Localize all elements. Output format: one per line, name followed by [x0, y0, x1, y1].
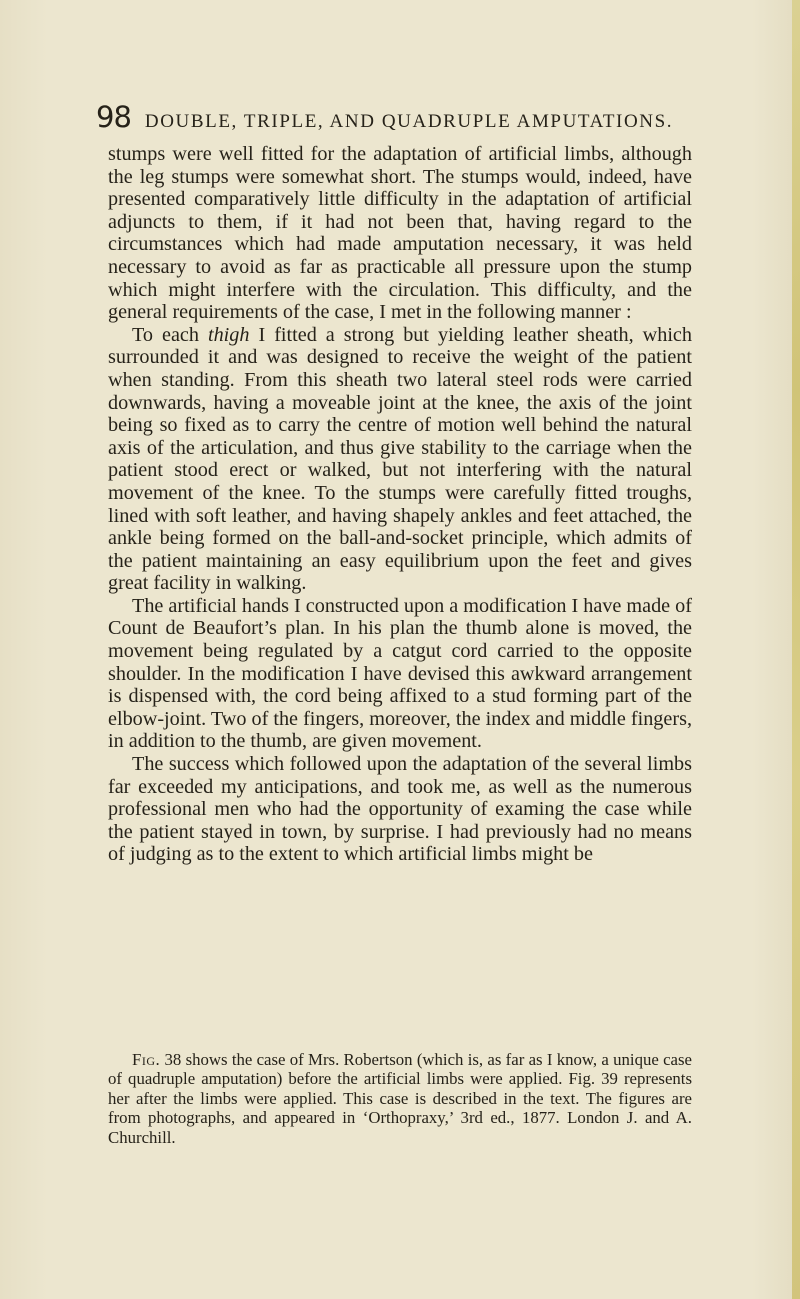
page-number: 98	[96, 100, 131, 134]
paragraph-1: stumps were well fitted for the adaptation of artificial limbs, although the leg stumps were somewhat short. The stumps would, indeed, have presented comparatively little difficulty in the adaptation of artificial adjuncts to them, if it had not been that, having regard to the circumstances which had made amputation necessary, it was held necessary to avoid as far as practicable all pressure upon the stump which might interfere with the circulation. This difficulty, and the general requirements of the case, I met in the following manner :	[108, 143, 692, 324]
paragraph-2	[108, 324, 692, 595]
paragraph-4: The success which followed upon the adaptation of the several limbs far exceeded my anticipations, and took me, as well as the numerous professional men who had the opportunity of examing the case while the patient stayed in town, by surprise. I had previously had no means of judging as to the extent to which artificial limbs might be	[108, 753, 692, 866]
paragraph-2-start: To each	[132, 323, 208, 346]
figure-caption-text: 38 shows the case of Mrs. Robertson (which is, as far as I know, a unique case of quadruple amputation) before the artificial limbs were applied. Fig. 39 represents her after the limbs were applied. This case is described in the text. The figures are from photographs, and appeared in ‘Orthopraxy,’ 3rd ed., 1877. London J. and A. Churchill.	[108, 1050, 692, 1147]
running-header	[96, 100, 736, 134]
figure-caption-label: Fig.	[132, 1050, 161, 1069]
figure-caption	[108, 1050, 692, 1147]
running-title: DOUBLE, TRIPLE, AND QUADRUPLE AMPUTATIONS.	[144, 111, 674, 132]
paragraph-2-emphasis: thigh	[207, 323, 250, 346]
body-text	[108, 143, 692, 866]
paragraph-3: The artificial hands I constructed upon a modification I have made of Count de Beaufort’s plan. In his plan the thumb alone is moved, the movement being regulated by a catgut cord carried to the opposite shoulder. In the modification I have devised this awkward arrangement is dispensed with, the cord being affixed to a stud forming part of the elbow-joint. Two of the fingers, moreover, the index and middle fingers, in addition to the thumb, are given movement.	[108, 594, 692, 753]
page-edge	[792, 0, 800, 1299]
paragraph-2-rest: I fitted a strong but yielding leather sheath, which surrounded it and was designed to receive the weight of the patient when standing. From this sheath two lateral steel rods were carried downwards, having a moveable joint at the knee, the axis of the joint being so fixed as to carry the centre of motion well behind the natural axis of the articulation, and thus give stability to the carriage when the patient stood erect or walked, but not interfering with the natural movement of the knee. To the stumps were carefully fitted troughs, lined with soft leather, and having shapely ankles and feet attached, the ankle being formed on the ball-and-socket principle, which admits of the patient maintaining an easy equilibrium upon the feet and gives great facility in walking.	[108, 323, 692, 595]
